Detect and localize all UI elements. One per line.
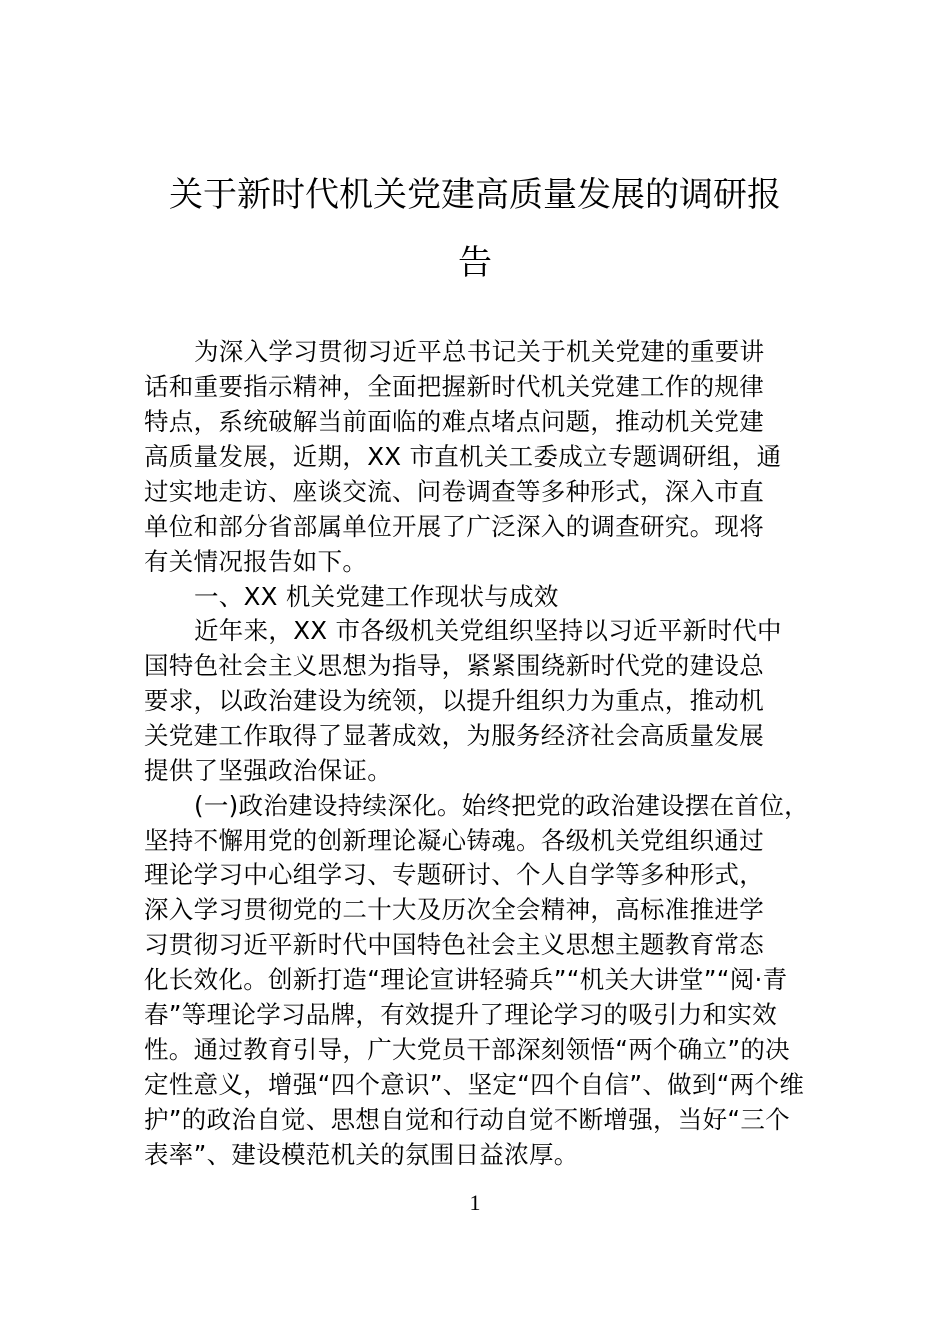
paragraph-line: 春”等理论学习品牌，有效提升了理论学习的吸引力和实效 [144,1000,777,1029]
paragraph-line: 护”的政治自觉、思想自觉和行动自觉不断增强，当好“三个 [144,1105,790,1134]
paragraph-line: 特点，系统破解当前面临的难点堵点问题，推动机关党建 [144,407,764,436]
paragraph-line: 定性意义，增强“四个意识”、坚定“四个自信”、做到“两个维 [144,1070,805,1099]
section-heading-text: 一、XX 机关党建工作现状与成效 [194,582,559,611]
document-title-line-2: 告 [458,243,492,283]
paragraph-line: 关党建工作取得了显著成效，为服务经济社会高质量发展 [144,721,764,750]
page-number: 1 [469,1190,481,1215]
paragraph-line: 坚持不懈用党的创新理论凝心铸魂。各级机关党组织通过 [144,826,764,855]
paragraph-line: 表率”、建设模范机关的氛围日益浓厚。 [144,1140,579,1169]
paragraph-line: 有关情况报告如下。 [144,547,368,576]
paragraph-line: 近年来，XX 市各级机关党组织坚持以习近平新时代中 [194,616,782,645]
paragraph-line: 高质量发展，近期，XX 市直机关工委成立专题调研组，通 [144,442,782,471]
paragraph-line: 性。通过教育引导，广大党员干部深刻领悟“两个确立”的决 [144,1035,790,1064]
paragraph-line: 化长效化。创新打造“理论宣讲轻骑兵”“机关大讲堂”“阅·青 [144,965,788,994]
paragraph-line: 提供了坚强政治保证。 [144,756,392,785]
paragraph-line: 话和重要指示精神，全面把握新时代机关党建工作的规律 [144,372,764,401]
paragraph-line: 国特色社会主义思想为指导，紧紧围绕新时代党的建设总 [144,651,764,680]
paragraph-line: 理论学习中心组学习、专题研讨、个人自学等多种形式， [144,860,764,889]
paragraph-line: 为深入学习贯彻习近平总书记关于机关党建的重要讲 [194,337,765,366]
document-title-line-1: 关于新时代机关党建高质量发展的调研报 [169,175,781,215]
paragraph-line: (一)政治建设持续深化。始终把党的政治建设摆在首位， [194,791,809,820]
paragraph-line: 过实地走访、座谈交流、问卷调查等多种形式，深入市直 [144,477,764,506]
paragraph-line: 深入学习贯彻党的二十大及历次全会精神，高标准推进学 [144,895,764,924]
paragraph-line: 要求，以政治建设为统领，以提升组织力为重点，推动机 [144,686,764,715]
paragraph-line: 习贯彻习近平新时代中国特色社会主义思想主题教育常态 [144,930,764,959]
paragraph-line: 单位和部分省部属单位开展了广泛深入的调查研究。现将 [144,512,764,541]
